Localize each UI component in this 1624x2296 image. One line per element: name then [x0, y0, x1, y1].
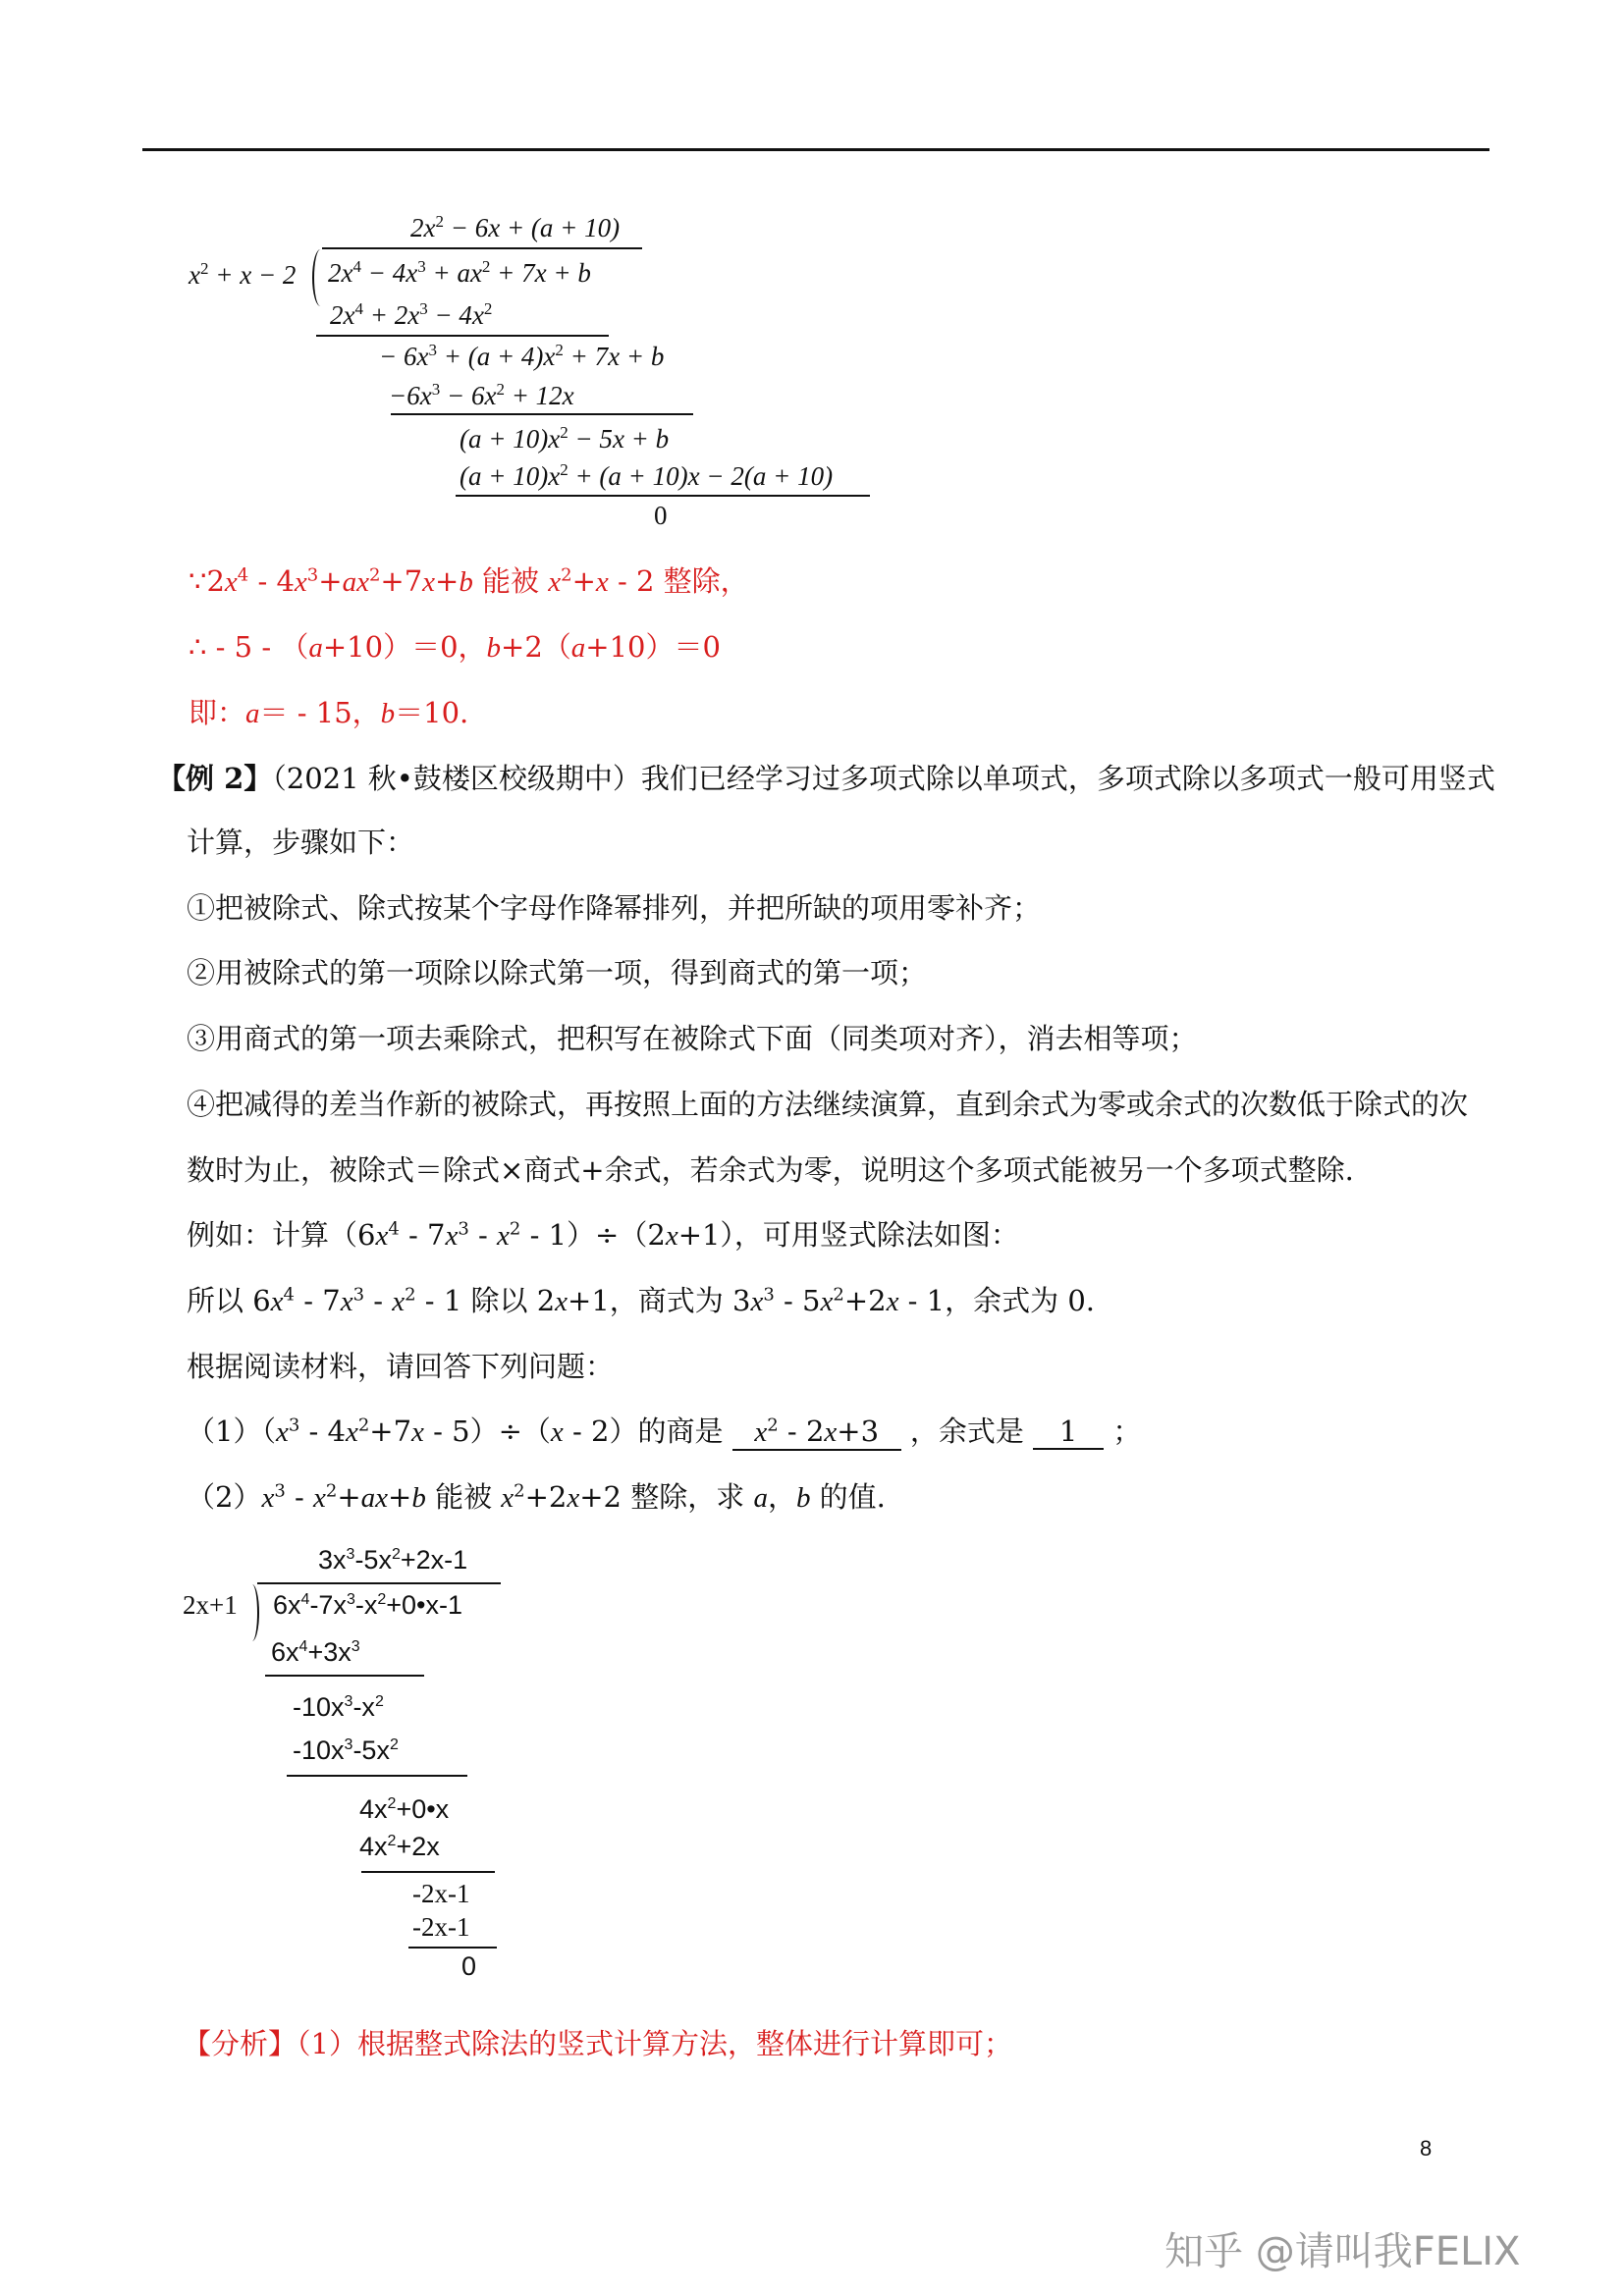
- div2-rem2: $4x^2+0•x$: [359, 1794, 450, 1824]
- q1-quotient-answer: $x^2 - 2x+3$: [732, 1415, 901, 1451]
- div1-bracket: [312, 249, 326, 306]
- div1-divisor: $x^2 + x - 2$: [189, 259, 297, 290]
- example2-step-1: ①把被除式、除式按某个字母作降幂排列，并把所缺的项用零补齐；: [187, 891, 1042, 925]
- div2-line2: [287, 1775, 467, 1777]
- div1-line1: [316, 335, 609, 337]
- div2-vinculum: [257, 1582, 501, 1584]
- div2-line1: [265, 1675, 424, 1677]
- div2-step1: $6x^4+3x^3$: [271, 1637, 360, 1667]
- div2-line3: [361, 1871, 495, 1873]
- div1-step1: $2x^4 + 2x^3 - 4x^2$: [330, 299, 493, 330]
- div1-rem1: − $6x^3 + (a + 4)x^2 + 7x + b$: [379, 341, 665, 371]
- div1-rem2: $(a + 10)x^2 - 5x + b$: [460, 423, 670, 454]
- solution-line-1: $\because 2x^4 - 4x^3+ax^2+7x+b$ 能被 $x^2+x - 2$ 整除，: [189, 564, 749, 598]
- div1-vinculum: [322, 247, 642, 249]
- div1-final: 0: [654, 501, 668, 530]
- example2-header: 【例 2】（2021 秋•鼓楼区校级期中）我们已经学习过多项式除以单项式，多项式除以多项式一般可用竖式: [157, 762, 1495, 795]
- div2-step4: -2x-1: [412, 1912, 470, 1942]
- watermark: 知乎 @请叫我FELIX: [1164, 2229, 1521, 2274]
- page-number: 8: [1420, 2136, 1433, 2161]
- example2-question-2: $(2)x^3 - x^2+ax+b$ 能被 $x^2+2x+2$ 整除，求 a，b 的值.: [187, 1480, 886, 1514]
- div2-final: 0: [461, 1951, 477, 1981]
- div2-quotient: $3x^3-5x^2+2x-1$: [318, 1545, 468, 1575]
- example2-result-line: 所以 $6x^4 - 7x^3 - x^2 - 1$ 除以 2x+1，商式为 $3x^3 - 5x^2+2x - 1$，余式为 0.: [187, 1284, 1096, 1317]
- div2-rem1: $-10x^3-x^2$: [293, 1692, 384, 1722]
- div1-quotient: $2x^2 - 6x + (a + 10)$: [410, 212, 621, 242]
- example2-step-4a: ④把减得的差当作新的被除式，再按照上面的方法继续演算，直到余式为零或余式的次数低于除式的次: [187, 1088, 1469, 1121]
- div2-dividend: $6x^4-7x^3-x^2+0•x-1$: [273, 1590, 463, 1620]
- example2-question-intro: 根据阅读材料，请回答下列问题：: [187, 1350, 615, 1383]
- div2-bracket: [247, 1584, 259, 1641]
- div2-line4: [408, 1947, 497, 1949]
- div2-divisor: 2x+1: [183, 1590, 238, 1620]
- q1-remainder-answer: 1: [1033, 1415, 1104, 1450]
- example2-step-3: ③用商式的第一项去乘除式，把积写在被除式下面（同类项对齐），消去相等项；: [187, 1022, 1198, 1055]
- analysis-line: 【分析】（1）根据整式除法的竖式计算方法，整体进行计算即可；: [183, 2027, 1012, 2060]
- example2-question-1: $(1)(x^3 - 4x^2+7x - 5)\div(x - 2)$的商是 $x^2 - 2x+3$ ，余式是 1 ；: [187, 1410, 1141, 1451]
- div1-step3: $(a + 10)x^2 + (a + 10)x - 2(a + 10)$: [460, 460, 834, 491]
- example2-example-line: 例如：计算$(6x^4 - 7x^3 - x^2 - 1)\div(2x+1)$，可用竖式除法如图：: [187, 1218, 1019, 1252]
- solution-line-2: ∴ - 5 - （a+10）＝0，b+2（a+10）＝0: [189, 630, 721, 664]
- header-rule: [142, 148, 1489, 151]
- div2-step2: $-10x^3-5x^2$: [293, 1735, 399, 1765]
- div2-step3: $4x^2+2x$: [359, 1832, 440, 1861]
- div1-line2: [391, 413, 693, 415]
- div1-line3: [456, 495, 870, 497]
- example2-step-2: ②用被除式的第一项除以除式第一项，得到商式的第一项；: [187, 956, 928, 989]
- example2-header-cont: 计算，步骤如下：: [187, 826, 415, 859]
- div1-step2: $-6x^3 - 6x^2 + 12x$: [389, 380, 574, 410]
- div1-dividend: $2x^4 - 4x^3 + ax^2 + 7x + b$: [328, 257, 591, 288]
- example2-step-4b: 数时为止，被除式＝除式×商式+余式，若余式为零，说明这个多项式能被另一个多项式整除.: [187, 1153, 1354, 1187]
- div2-rem3: -2x-1: [412, 1879, 470, 1908]
- solution-line-3: 即：a＝ - 15，b＝10.: [189, 696, 469, 729]
